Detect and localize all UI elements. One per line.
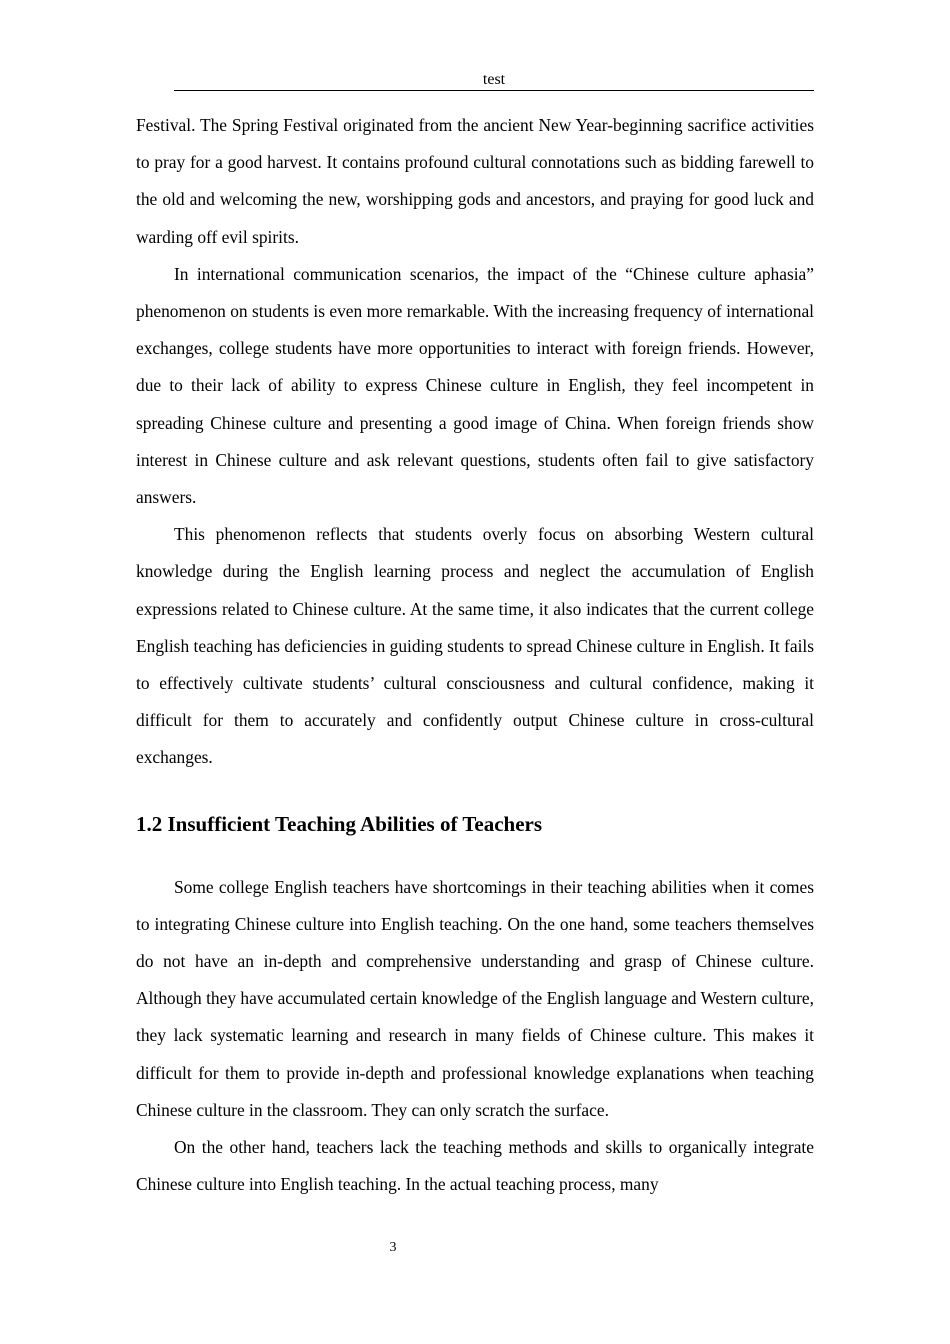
body-text — [136, 107, 814, 1203]
page-number: 3 — [389, 1240, 397, 1255]
paragraph-continuation: Festival. The Spring Festival originated from the ancient New Year-beginning sacrifice activities to pray for a good harvest. It contains profound cultural connotations such as bidding farewell to the old and welcoming the new, worshipping gods and ancestors, and praying for good luck and warding off evil spirits. — [136, 115, 814, 247]
section-heading: 1.2 Insufficient Teaching Abilities of Teachers — [136, 811, 543, 836]
paragraph-teacher-shortcomings: Some college English teachers have shortcomings in their teaching abilities when it comes to integrating Chinese culture into English teaching. On the one hand, some teachers themselves do not have an in-depth and comprehensive understanding and grasp of Chinese culture. Although they have accumulated certain knowledge of the English language and Western culture, they lack systematic learning and research in many fields of Chinese culture. This makes it difficult for them to provide in-depth and professional knowledge explanations when teaching Chinese culture in the classroom. They can only scratch the surface. — [136, 876, 814, 1120]
paragraph-phenomenon-reflection: This phenomenon reflects that students overly focus on absorbing Western cultural knowledge during the English learning process and neglect the accumulation of English expressions related to Chinese culture. At the same time, it also indicates that the current college English teaching has deficiencies in guiding students to spread Chinese culture in English. It fails to effectively cultivate students’ cultural consciousness and cultural confidence, making it difficult for them to accurately and confidently output Chinese culture in cross-cultural exchanges. — [136, 524, 814, 768]
paragraph-teaching-methods: On the other hand, teachers lack the teaching methods and skills to organically integrate Chinese culture into English teaching. In the actual teaching process, many — [136, 1137, 814, 1195]
running-header: test — [174, 69, 814, 91]
paragraph-international-communication: In international communication scenarios, the impact of the “Chinese culture aphasia” phenomenon on students is even more remarkable. With the increasing frequency of international exchanges, college students have more opportunities to interact with foreign friends. However, due to their lack of ability to express Chinese culture in English, they feel incompetent in spreading Chinese culture and presenting a good image of China. When foreign friends show interest in Chinese culture and ask relevant questions, students often fail to give satisfactory answers. — [136, 263, 814, 508]
